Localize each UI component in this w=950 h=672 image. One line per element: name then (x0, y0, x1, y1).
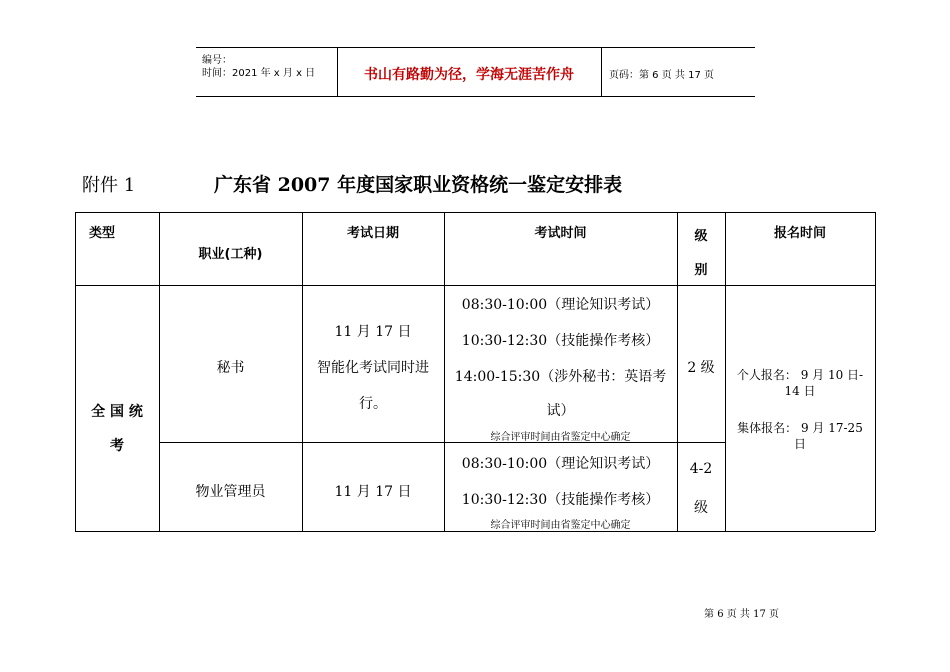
registration-group: 集体报名： 9 月 17-25 (737, 421, 863, 435)
header-divider (601, 47, 602, 96)
table-border (75, 212, 76, 531)
time-label: 时间：2021 年 x 月 x 日 (202, 68, 316, 79)
level-cell: 级 (694, 500, 708, 516)
serial-label: 编号： (202, 55, 232, 66)
time-cell: 14:00-15:30（涉外秘书：英语考 (454, 369, 667, 385)
attachment-label: 附件 1 (82, 175, 136, 196)
date-cell: 11 月 17 日 (334, 324, 412, 340)
header-occupation: 职业(工种) (198, 247, 263, 262)
page-footer: 第 6 页 共 17 页 (704, 609, 779, 620)
table-border (875, 212, 876, 531)
occupation-cell: 秘书 (216, 360, 245, 376)
category-label: 全 国 统 (91, 404, 143, 420)
date-cell: 11 月 17 日 (334, 484, 412, 500)
registration-group: 日 (793, 437, 806, 451)
date-cell: 智能化考试同时进 (317, 360, 429, 376)
time-cell: 10:30-12:30（技能操作考核） (461, 492, 660, 508)
header-exam-date: 考试日期 (346, 226, 399, 241)
table-rule (75, 285, 875, 286)
table-border (75, 531, 875, 532)
occupation-cell: 物业管理员 (195, 484, 266, 500)
header-registration: 报名时间 (773, 226, 826, 241)
time-note: 综合评审时间由省鉴定中心确定 (490, 432, 631, 443)
header-top-rule (196, 47, 755, 48)
motto: 书山有路勤为径，学海无涯苦作舟 (364, 67, 574, 83)
time-cell: 试） (546, 403, 575, 419)
level-cell: 4-2 (689, 461, 713, 477)
time-cell: 10:30-12:30（技能操作考核） (461, 333, 660, 349)
time-note: 综合评审时间由省鉴定中心确定 (490, 520, 631, 531)
time-cell: 08:30-10:00（理论知识考试） (461, 456, 660, 472)
document-title: 广东省 2007 年度国家职业资格统一鉴定安排表 (214, 174, 623, 196)
header-level: 别 (694, 263, 708, 278)
table-border (75, 212, 875, 213)
registration-personal: 个人报名： 9 月 10 日- (736, 368, 864, 382)
registration-personal: 14 日 (784, 384, 816, 398)
header-exam-time: 考试时间 (534, 226, 587, 241)
header-level: 级 (694, 229, 708, 244)
category-label: 考 (110, 438, 124, 454)
page-code: 页码：第 6 页 共 17 页 (609, 70, 714, 81)
header-bottom-rule (196, 96, 755, 97)
header-type: 类型 (88, 226, 115, 241)
date-cell: 行。 (359, 396, 387, 412)
level-cell: 2 级 (687, 360, 715, 376)
time-cell: 08:30-10:00（理论知识考试） (461, 297, 660, 313)
